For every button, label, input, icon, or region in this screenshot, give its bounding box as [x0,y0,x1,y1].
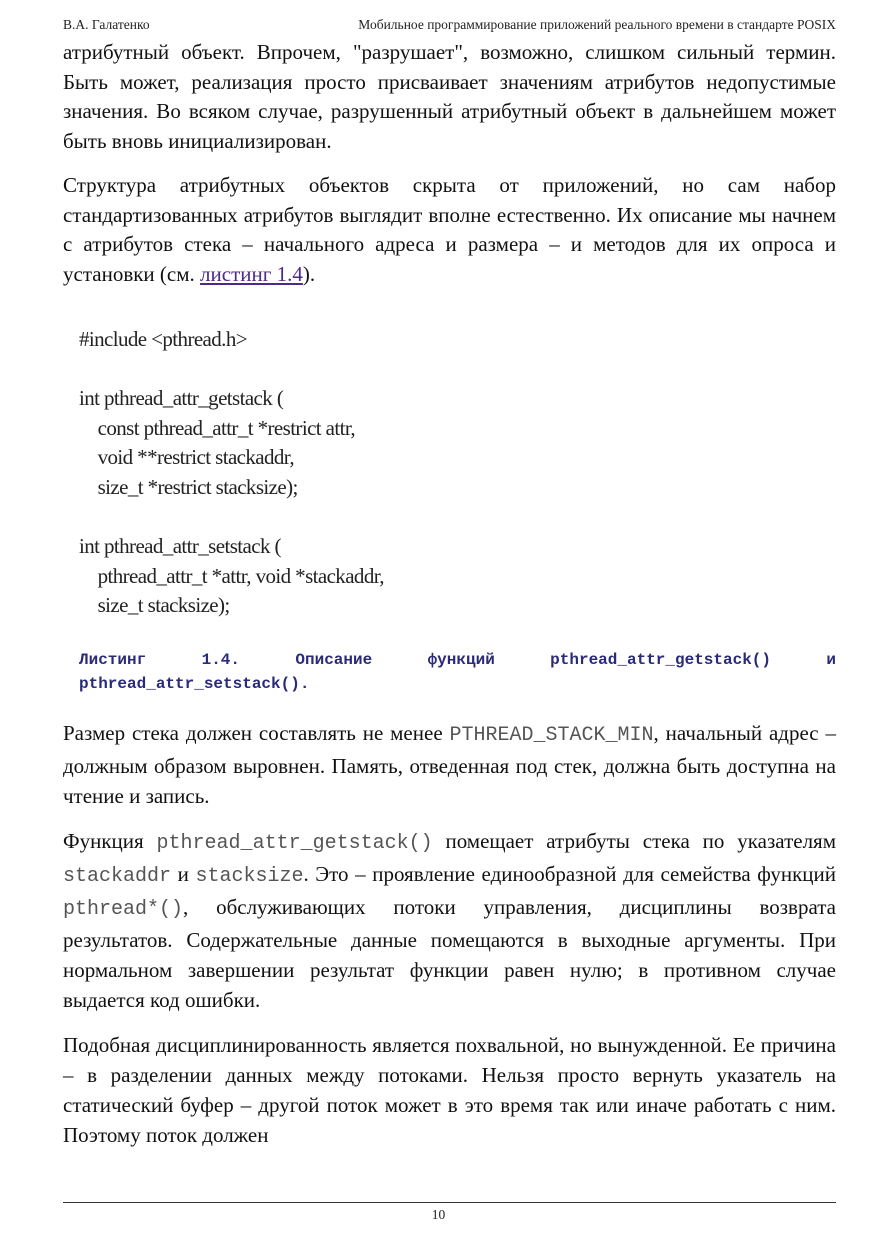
function-family-pthread: pthread*() [63,898,184,921]
code-line: int pthread_attr_getstack ( [79,386,284,411]
code-line [79,355,384,385]
code-line: int pthread_attr_setstack ( [79,534,281,559]
intro-text [63,38,836,289]
arg-stackaddr: stackaddr [63,865,172,888]
arg-stacksize: stacksize [195,865,304,888]
code-line: pthread_attr_t *attr, void *stackaddr, [79,563,384,588]
paragraph-4-text: . Это – проявление единообразной для семейства функций [303,862,837,886]
paragraph-3 [63,718,836,811]
listing-link[interactable]: листинг 1.4 [200,261,303,286]
code-line: #include <pthread.h> [79,327,247,351]
code-line [79,503,384,533]
code-line: const pthread_attr_t *restrict attr, [79,415,356,440]
header-author: В.А. Галатенко [63,17,150,32]
paragraph-3-text: Размер стека должен составлять не менее [63,721,450,745]
paragraph-4-tail: , обслуживающих потоки управления, дисциплины возврата результатов. Содержательные данные помещаются в выходные аргументы. При нормальном завершении результат функции равен нулю; в противном случае выдается код ошибки. [63,895,836,1012]
code-listing [79,325,384,621]
paragraph-3-tail: , начальный адрес – должным образом выровнен. Память, отведенная под стек, должна быть доступна на чтение и запись. [63,721,836,808]
paragraph-2-text: Структура атрибутных объектов скрыта от приложений, но сам набор стандартизованных атрибутов выглядит вполне естественно. Их описание мы начнем с атрибутов стека – начального адреса и размера – и методов для их опроса и установки (см. [63,173,836,286]
paragraph-4-text: и [171,862,196,886]
constant-pthread-stack-min: PTHREAD_STACK_MIN [449,724,654,747]
paragraph-4-text: Функция [63,829,157,853]
paragraph-2-tail: ). [302,261,316,286]
paragraph-2 [63,171,836,289]
code-line: size_t *restrict stacksize); [79,474,298,499]
page-number: 10 [431,1207,446,1222]
paragraph-1: атрибутный объект. Впрочем, "разрушает", возможно, слишком сильный термин. Быть может, реализация просто присваивает значениям атрибутов недопустимые значения. Во всяком случае, разрушенный атрибутный объект в дальнейшем может быть вновь инициализирован. [63,40,836,153]
header-title: Мобильное программирование приложений реального времени в стандарте POSIX [358,17,836,32]
code-line: void **restrict stackaddr, [79,445,295,470]
listing-caption: Листинг 1.4. Описание функций pthread_attr_getstack() и pthread_attr_setstack(). [79,651,836,693]
footer-divider [63,1202,836,1203]
code-line: size_t stacksize); [79,593,230,618]
paragraph-5: Подобная дисциплинированность является похвальной, но вынужденной. Ее причина – в разделении данных между потоками. Нельзя просто вернуть указатель на статический буфер – другой поток может в это время так или иначе работать с ним. Поэтому поток должен [63,1033,836,1147]
paragraph-4 [63,826,836,1015]
function-getstack: pthread_attr_getstack() [156,832,433,855]
paragraph-4-text: помещает атрибуты стека по указателям [432,829,836,853]
body-text [63,718,836,1165]
